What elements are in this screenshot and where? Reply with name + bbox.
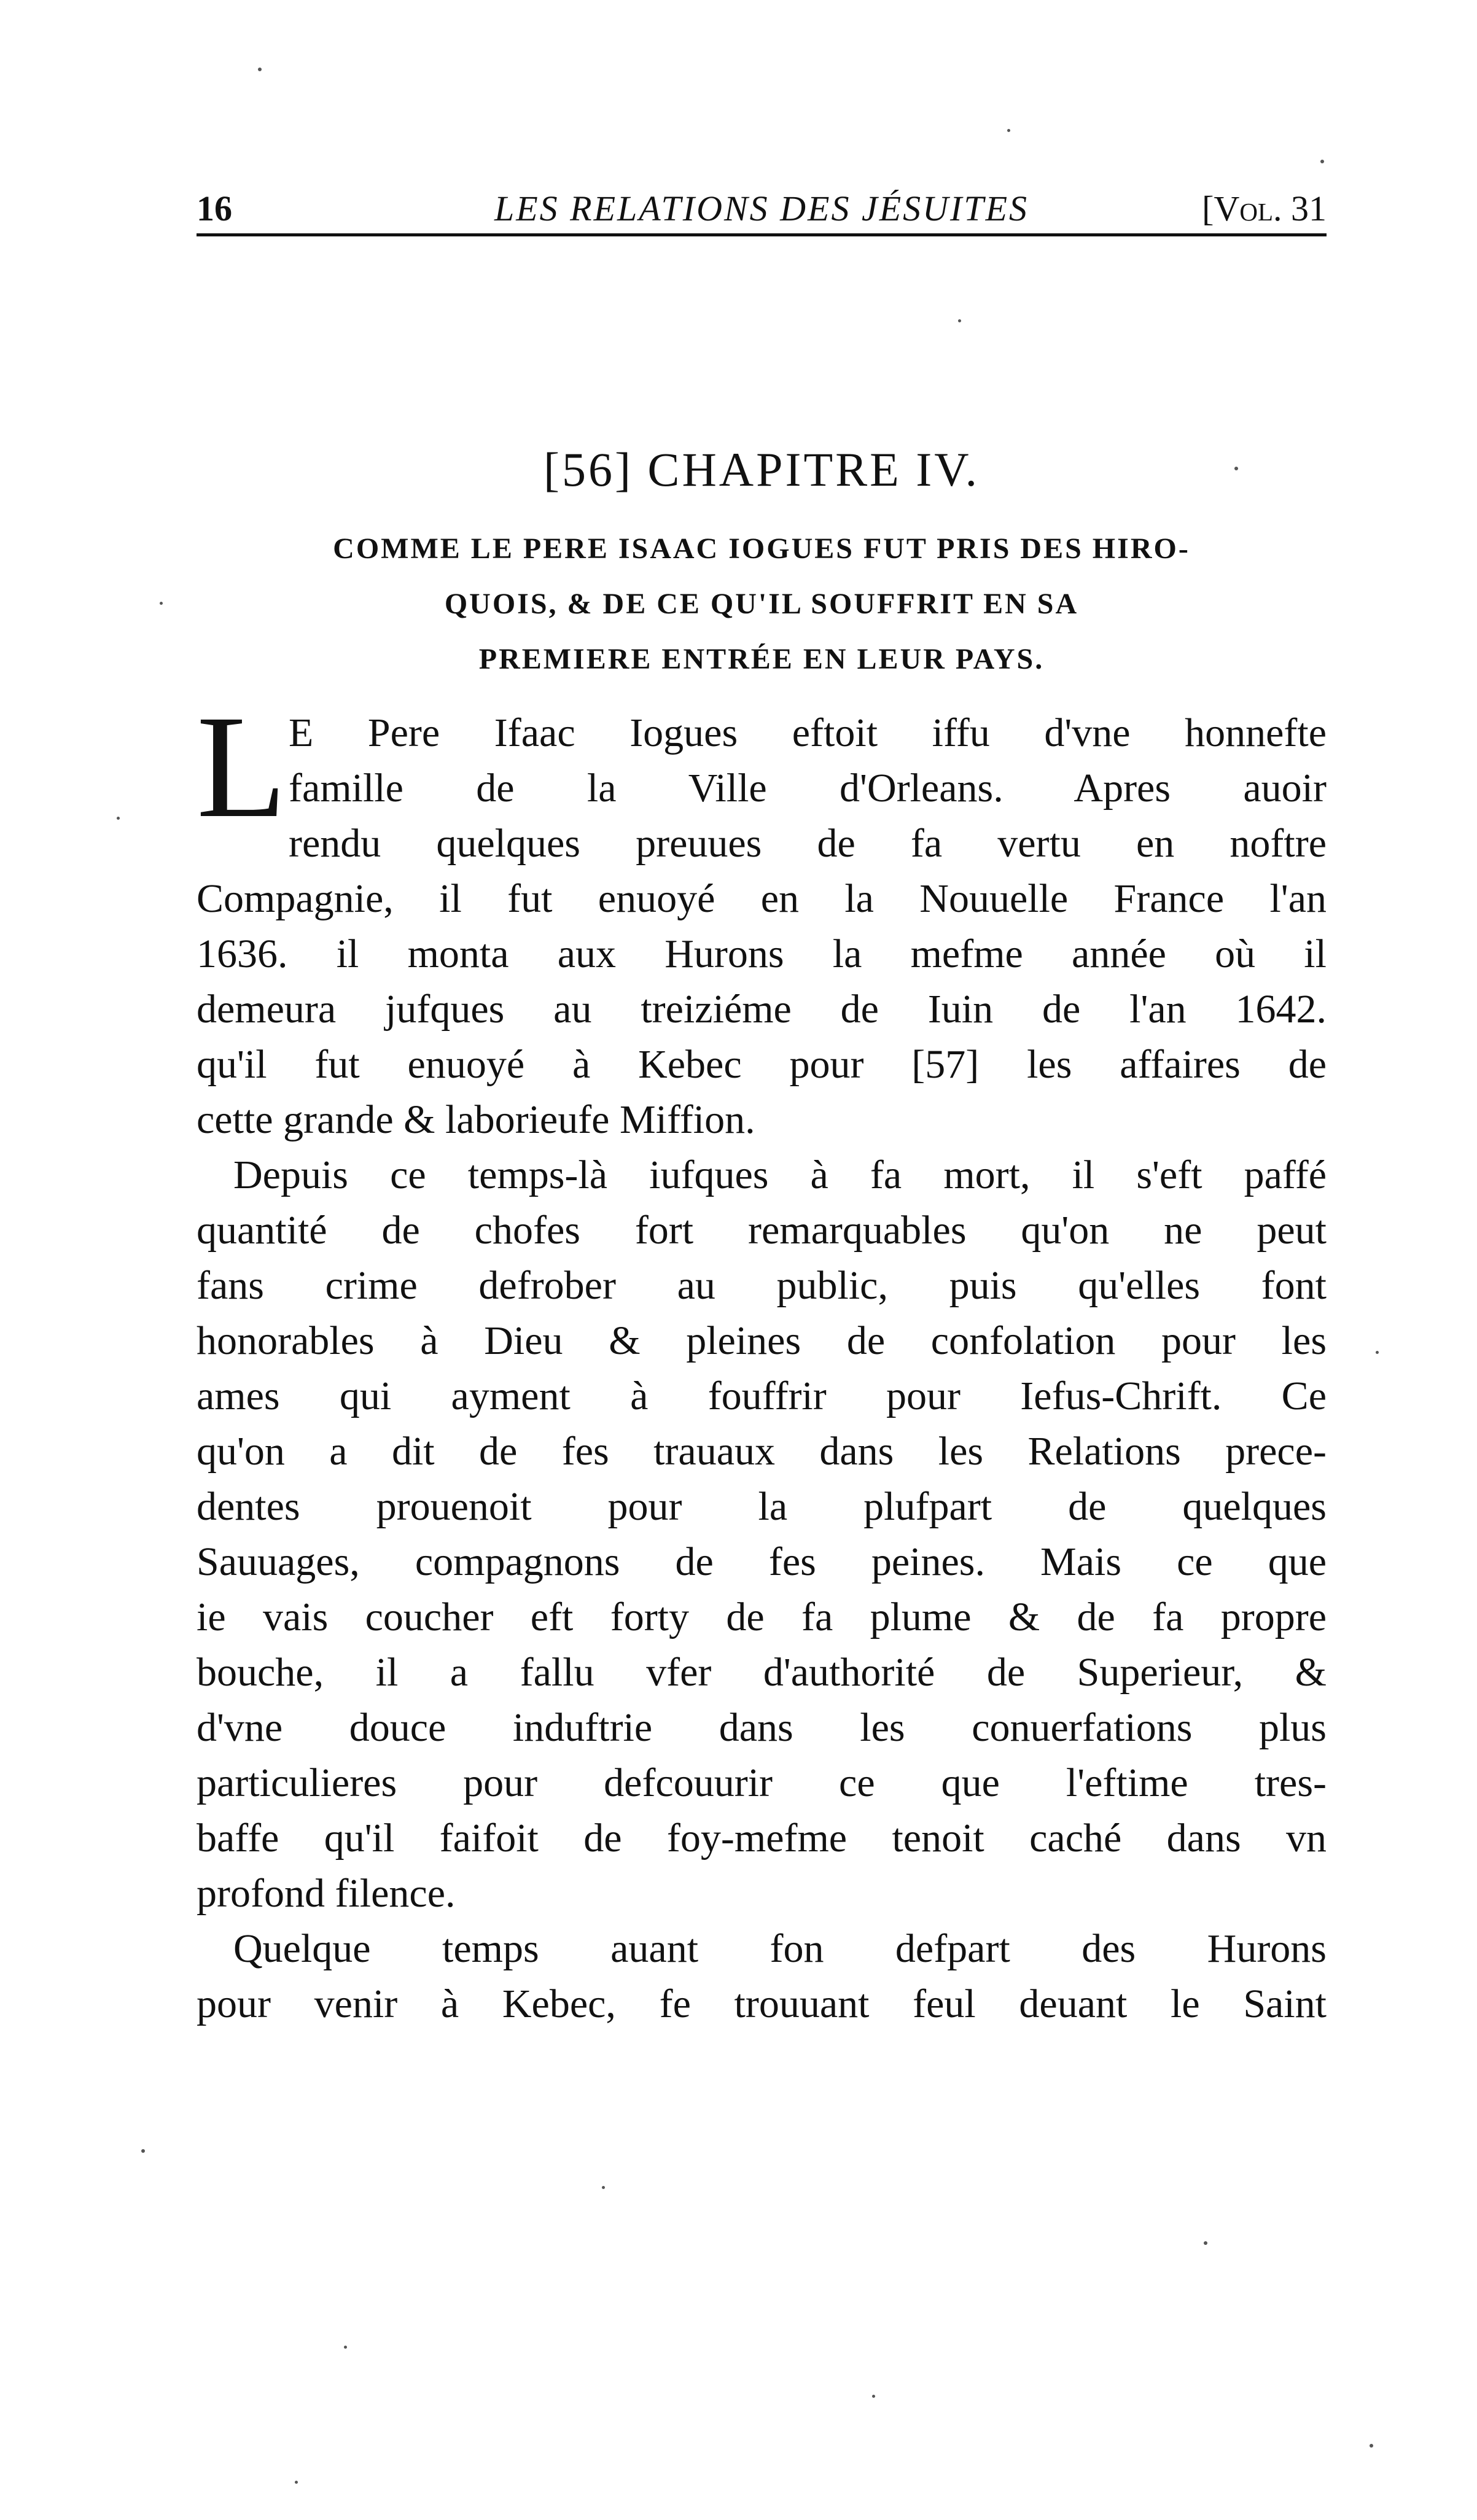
speck <box>141 2149 145 2153</box>
speck <box>1007 129 1010 132</box>
summary-line: COMME LE PERE ISAAC IOGUES FUT PRIS DES HIRO- <box>333 532 1190 565</box>
text-line: quantité de chofes fort remarquables qu'on ne peut <box>197 1208 1327 1253</box>
text-line: rendu quelques preuues de fa vertu en noftre <box>289 821 1327 866</box>
speck <box>1320 160 1324 163</box>
speck <box>958 319 961 322</box>
speck <box>1376 1351 1379 1354</box>
text-line: dentes prouenoit pour la plufpart de quelques <box>197 1484 1327 1529</box>
drop-cap: L <box>197 685 287 848</box>
paragraph-2 <box>197 1148 1327 1921</box>
text-line: E Pere Ifaac Iogues eftoit iffu d'vne honnefte <box>289 710 1327 755</box>
paragraph-1 <box>197 685 1327 1148</box>
chapter-summary <box>197 521 1327 687</box>
paragraph-3 <box>197 1921 1327 2032</box>
page-number: 16 <box>197 189 232 228</box>
speck <box>160 602 163 605</box>
text-line: famille de la Ville d'Orleans. Apres auoir <box>289 766 1327 811</box>
speck <box>344 2346 347 2349</box>
text-line: Quelque temps auant fon defpart des Hurons <box>233 1926 1327 1971</box>
running-title: LES RELATIONS DES JÉSUITES <box>494 189 1029 228</box>
chapter-title: [56] CHAPITRE IV. <box>543 443 980 496</box>
text-line: Compagnie, il fut enuoyé en la Nouuelle France l'an <box>197 876 1327 921</box>
speck <box>1204 2241 1207 2245</box>
text-line: profond filence. <box>197 1871 456 1916</box>
text-line: qu'on a dit de fes trauaux dans les Relations prece- <box>197 1429 1327 1474</box>
speck <box>1234 467 1238 470</box>
speck <box>602 2186 605 2189</box>
running-head <box>197 184 1327 236</box>
text-line: Sauuages, compagnons de fes peines. Mais ce que <box>197 1539 1327 1584</box>
text-line: d'vne douce induftrie dans les conuerfations plus <box>197 1705 1327 1750</box>
text-line: baffe qu'il faifoit de foy-mefme tenoit caché dans vn <box>197 1816 1327 1861</box>
volume-label: [Vol. 31 <box>1202 189 1327 228</box>
book-page <box>197 184 1327 2032</box>
text-line: pour venir à Kebec, fe trouuant feul deuant le Saint <box>197 1981 1327 2026</box>
text-line: ie vais coucher eft forty de fa plume & de fa propre <box>197 1595 1327 1639</box>
body-text <box>197 685 1327 2032</box>
text-line: particulieres pour defcouurir ce que l'eftime tres- <box>197 1760 1327 1805</box>
summary-line: QUOIS, & DE CE QU'IL SOUFFRIT EN SA <box>444 588 1079 620</box>
speck <box>117 817 120 820</box>
summary-line: PREMIERE ENTRÉE EN LEUR PAYS. <box>478 643 1045 675</box>
text-line: cette grande & laborieufe Miffion. <box>197 1097 755 1142</box>
text-line: honorables à Dieu & pleines de confolation pour les <box>197 1318 1327 1363</box>
text-line: 1636. il monta aux Hurons la mefme année où il <box>197 931 1327 976</box>
text-line: demeura jufques au treiziéme de Iuin de l'an 1642. <box>197 987 1327 1032</box>
speck <box>1370 2444 1373 2448</box>
speck <box>872 2395 875 2398</box>
text-line: Depuis ce temps-là iufques à fa mort, il s'eft paffé <box>233 1153 1327 1197</box>
text-line: bouche, il a fallu vfer d'authorité de Superieur, & <box>197 1650 1327 1695</box>
text-line: fans crime defrober au public, puis qu'elles font <box>197 1263 1327 1308</box>
speck <box>295 2481 298 2484</box>
speck <box>258 68 262 71</box>
text-line: ames qui ayment à fouffrir pour Iefus-Chrift. Ce <box>197 1374 1327 1418</box>
text-line: qu'il fut enuoyé à Kebec pour [57] les affaires de <box>197 1042 1327 1087</box>
